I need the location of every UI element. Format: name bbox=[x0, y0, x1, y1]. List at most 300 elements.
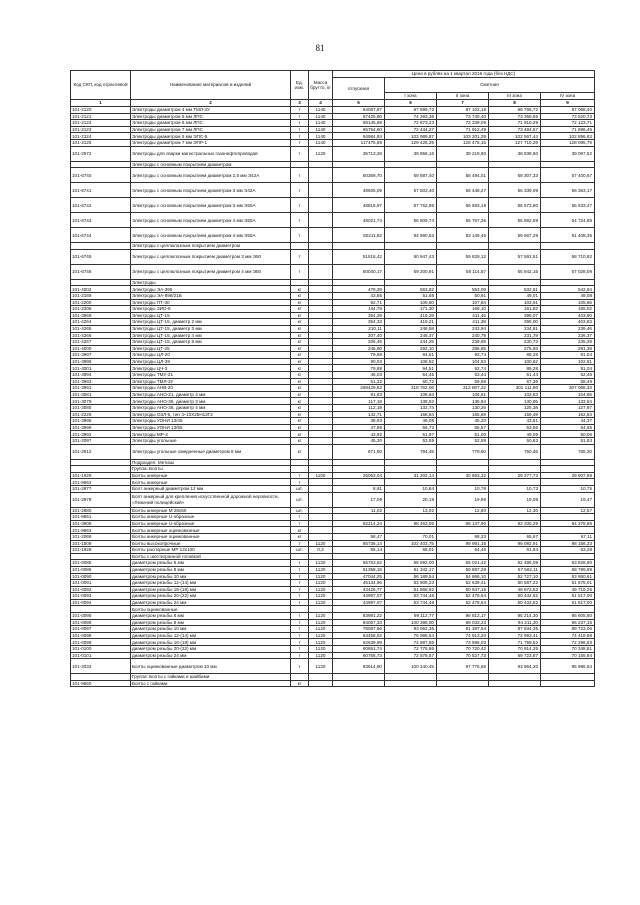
row-name: Электроды МР-3 bbox=[131, 431, 291, 438]
table-row bbox=[71, 411, 595, 418]
row-unit: т bbox=[291, 514, 309, 521]
row-price-release: 43426,77 bbox=[333, 586, 385, 593]
row-name: Болты высокопрочные bbox=[131, 540, 291, 547]
column-number: 5 bbox=[333, 100, 385, 107]
row-price-release: 46,03 bbox=[333, 372, 385, 379]
row-code: 101-0098 bbox=[71, 632, 131, 639]
row-unit: т bbox=[291, 520, 309, 527]
row-price-zone-2: 70 720,42 bbox=[437, 646, 489, 653]
row-price-zone-4: 403,83 bbox=[541, 319, 595, 326]
row-price-zone-3: 750,46 bbox=[489, 444, 541, 459]
row-price-release: 83981,22 bbox=[333, 613, 385, 620]
row-price-zone-3: 92 330,29 bbox=[489, 520, 541, 527]
row-price-zone-3: 57 592,51 bbox=[489, 249, 541, 264]
row-unit: т bbox=[291, 168, 309, 183]
row-price-release: 671,50 bbox=[333, 444, 385, 459]
table-row bbox=[71, 133, 595, 140]
row-price-zone-4: 58 799,89 bbox=[541, 566, 595, 573]
row-price-zone-1: 51,68 bbox=[385, 292, 437, 299]
row-mass bbox=[309, 378, 333, 385]
row-price-release: 45,30 bbox=[333, 438, 385, 445]
row-price-zone-3: 62 486,09 bbox=[489, 560, 541, 567]
row-price-zone-4 bbox=[541, 514, 595, 521]
table-row bbox=[71, 183, 595, 198]
table-row bbox=[71, 168, 595, 183]
row-mass bbox=[309, 228, 333, 243]
row-price-zone-2: 168,10 bbox=[437, 306, 489, 313]
row-price-zone-2: 59,58 bbox=[437, 378, 489, 385]
row-price-zone-3: 56 339,09 bbox=[489, 183, 541, 198]
row-code: 101-2125 bbox=[71, 139, 131, 146]
row-price-zone-1: 106,52 bbox=[385, 358, 437, 365]
row-price-release bbox=[333, 479, 385, 486]
row-price-release: 51,32 bbox=[333, 378, 385, 385]
row-code: 101-2169 bbox=[71, 292, 131, 299]
header-unit: Ед. изм. bbox=[291, 71, 309, 100]
row-price-zone-1: 318 762,06 bbox=[385, 385, 437, 392]
row-price-zone-4: 57 028,09 bbox=[541, 264, 595, 279]
row-unit: кг bbox=[291, 292, 309, 299]
row-unit: кг bbox=[291, 431, 309, 438]
row-price-zone-2: 64,45 bbox=[437, 547, 489, 554]
row-price-zone-1: 74 887,86 bbox=[385, 639, 437, 646]
row-name: Электроды ЦТ-15, диаметр 5 мм bbox=[131, 339, 291, 346]
row-price-zone-1: 56 809,74 bbox=[385, 213, 437, 228]
row-mass: 1120 bbox=[309, 613, 333, 620]
row-price-zone-4: 51 675,01 bbox=[541, 580, 595, 587]
row-price-zone-3: 19,08 bbox=[489, 492, 541, 507]
row-price-zone-2: 54 866,10 bbox=[437, 573, 489, 580]
row-price-zone-4: 52,46 bbox=[541, 372, 595, 379]
row-mass bbox=[309, 312, 333, 319]
row-unit: т bbox=[291, 619, 309, 626]
row-price-zone-1: 61 342,17 bbox=[385, 566, 437, 573]
row-price-zone-1: 66 592,00 bbox=[385, 560, 437, 567]
row-unit: кг bbox=[291, 306, 309, 313]
row-price-zone-2: 128 475,15 bbox=[437, 139, 489, 146]
row-unit: т bbox=[291, 639, 309, 646]
row-name: Электроды ТМЛ-3У bbox=[131, 378, 291, 385]
row-price-release: 117475,89 bbox=[333, 139, 385, 146]
row-price-release: 84057,33 bbox=[333, 619, 385, 626]
table-row bbox=[71, 606, 595, 613]
row-mass bbox=[309, 372, 333, 379]
table-row bbox=[71, 120, 595, 127]
row-code: 101-0085 bbox=[71, 560, 131, 567]
row-name: Группа: Болты bbox=[131, 466, 291, 473]
row-price-zone-1: 72 444,27 bbox=[385, 126, 437, 133]
table-row bbox=[71, 626, 595, 633]
table-row bbox=[71, 312, 595, 319]
row-price-release bbox=[333, 279, 385, 286]
row-price-zone-1: 59 200,91 bbox=[385, 264, 437, 279]
row-name: диаметром резьбы 10 мм bbox=[131, 573, 291, 580]
row-price-zone-3: 70 914,25 bbox=[489, 646, 541, 653]
row-unit: шт. bbox=[291, 507, 309, 514]
table-header bbox=[71, 71, 595, 107]
table-row bbox=[71, 345, 595, 352]
row-code: 101-4002 bbox=[71, 286, 131, 293]
row-price-zone-3: 57,36 bbox=[489, 378, 541, 385]
row-price-zone-2 bbox=[437, 674, 489, 681]
row-code bbox=[71, 606, 131, 613]
row-code: 101-2226 bbox=[71, 411, 131, 418]
row-price-release: 94984,84 bbox=[333, 133, 385, 140]
row-code: 101-2068 bbox=[71, 533, 131, 540]
column-number: 7 bbox=[437, 100, 489, 107]
row-price-zone-3: 73 484,57 bbox=[489, 126, 541, 133]
row-price-zone-2: 52 639,41 bbox=[437, 580, 489, 587]
row-unit: кг bbox=[291, 345, 309, 352]
row-price-zone-3: 72 993,41 bbox=[489, 632, 541, 639]
row-price-zone-3: 130,95 bbox=[489, 398, 541, 405]
row-price-zone-4: 72 123,71 bbox=[541, 120, 595, 127]
row-unit: кг bbox=[291, 438, 309, 445]
header-zone-4: IV зона bbox=[541, 93, 595, 100]
row-price-zone-1: 94 890,83 bbox=[385, 228, 437, 243]
row-name: Подраздел: Метизы bbox=[131, 459, 291, 466]
table-row bbox=[71, 438, 595, 445]
row-price-zone-3 bbox=[489, 479, 541, 486]
row-price-zone-4: 70 348,81 bbox=[541, 646, 595, 653]
row-name: диаметром резьбы 16-(18) мм bbox=[131, 639, 291, 646]
row-name: Болты с гайками bbox=[131, 680, 291, 687]
row-name: диаметром резьбы 6 мм bbox=[131, 560, 291, 567]
row-mass bbox=[309, 424, 333, 431]
row-unit: кг bbox=[291, 680, 309, 687]
row-name: Болты анкерные U-образные bbox=[131, 514, 291, 521]
row-price-zone-3: 100,62 bbox=[489, 358, 541, 365]
row-unit: кг bbox=[291, 352, 309, 359]
row-price-zone-3: 12,30 bbox=[489, 507, 541, 514]
row-unit: т bbox=[291, 560, 309, 567]
table-row bbox=[71, 632, 595, 639]
row-price-release: 47,86 bbox=[333, 424, 385, 431]
row-mass bbox=[309, 444, 333, 459]
row-mass: 1120 bbox=[309, 659, 333, 674]
row-name: Электроды с основным покрытием диаметром 4 мм Э50А bbox=[131, 213, 291, 228]
table-row bbox=[71, 198, 595, 213]
row-code: 101-1929 bbox=[71, 472, 131, 479]
row-price-zone-4: 51 517,00 bbox=[541, 599, 595, 606]
row-code: 101-6743 bbox=[71, 213, 131, 228]
row-mass bbox=[309, 405, 333, 412]
row-price-release: 269429,62 bbox=[333, 385, 385, 392]
row-price-zone-3: 89,28 bbox=[489, 352, 541, 359]
row-price-zone-3: 103,61 bbox=[489, 299, 541, 306]
row-mass bbox=[309, 466, 333, 473]
row-unit: кг bbox=[291, 319, 309, 326]
row-price-zone-4: 10,75 bbox=[541, 485, 595, 492]
row-price-zone-4: 74 419,88 bbox=[541, 632, 595, 639]
row-mass bbox=[309, 161, 333, 168]
row-unit: кг bbox=[291, 424, 309, 431]
row-price-zone-3: 65,67 bbox=[489, 533, 541, 540]
row-price-zone-1: 67 699,73 bbox=[385, 107, 437, 114]
row-unit: т bbox=[291, 213, 309, 228]
row-code: 101-6742 bbox=[71, 198, 131, 213]
header-release: отпускная bbox=[333, 78, 385, 100]
table-row bbox=[71, 580, 595, 587]
row-price-zone-2: 240,79 bbox=[437, 332, 489, 339]
row-name: Электроды bbox=[131, 279, 291, 286]
table-row bbox=[71, 161, 595, 168]
row-name: Болты анкерные U-образные bbox=[131, 520, 291, 527]
row-price-zone-1: 51 868,92 bbox=[385, 586, 437, 593]
row-name: Болты анкерные bbox=[131, 479, 291, 486]
header-name: Наименование материалов и изделий bbox=[131, 71, 291, 100]
row-price-release: 8,91 bbox=[333, 485, 385, 492]
row-price-zone-2: 68,33 bbox=[437, 533, 489, 540]
row-code: 101-2032 bbox=[71, 659, 131, 674]
row-mass: 1140 bbox=[309, 133, 333, 140]
row-price-zone-3: 55 942,16 bbox=[489, 264, 541, 279]
row-price-zone-1: 563,82 bbox=[385, 286, 437, 293]
row-price-zone-1: 39 956,16 bbox=[385, 146, 437, 161]
row-price-release: 43,85 bbox=[333, 292, 385, 299]
row-unit: т bbox=[291, 599, 309, 606]
table-row bbox=[71, 424, 595, 431]
row-price-zone-2: 92,74 bbox=[437, 365, 489, 372]
row-price-release: 55,14 bbox=[333, 547, 385, 554]
row-code: 101-0100 bbox=[71, 646, 131, 653]
row-price-zone-1: 56 189,54 bbox=[385, 573, 437, 580]
row-price-release: 43,92 bbox=[333, 431, 385, 438]
row-price-release: 142,71 bbox=[333, 411, 385, 418]
table-row bbox=[71, 444, 595, 459]
row-code: 101-3998 bbox=[71, 358, 131, 365]
row-price-release: 26053,04 bbox=[333, 472, 385, 479]
row-price-release: 354,39 bbox=[333, 312, 385, 319]
row-name: Электроды ЦТ-15, диаметр 4 мм bbox=[131, 332, 291, 339]
row-price-zone-1: 72 873,23 bbox=[385, 120, 437, 127]
table-row bbox=[71, 279, 595, 286]
row-mass bbox=[309, 292, 333, 299]
row-price-zone-2 bbox=[437, 514, 489, 521]
row-mass: 1120 bbox=[309, 560, 333, 567]
row-mass: 1140 bbox=[309, 126, 333, 133]
row-mass bbox=[309, 183, 333, 198]
table-row bbox=[71, 547, 595, 554]
row-name: Электроды диаметром 7 мм ЭПР-1 bbox=[131, 139, 291, 146]
row-price-release bbox=[333, 459, 385, 466]
row-price-release bbox=[333, 674, 385, 681]
row-price-zone-4 bbox=[541, 674, 595, 681]
table-row bbox=[71, 514, 595, 521]
row-unit: т bbox=[291, 264, 309, 279]
table-row bbox=[71, 398, 595, 405]
row-price-zone-4 bbox=[541, 279, 595, 286]
row-unit: т bbox=[291, 120, 309, 127]
table-row bbox=[71, 674, 595, 681]
table-row bbox=[71, 418, 595, 425]
row-price-zone-3: 125,38 bbox=[489, 405, 541, 412]
row-mass: 1120 bbox=[309, 619, 333, 626]
row-code: 101-2124 bbox=[71, 133, 131, 140]
row-unit: т bbox=[291, 626, 309, 633]
row-code: 101-3869 bbox=[71, 312, 131, 319]
row-mass: 1120 bbox=[309, 586, 333, 593]
row-price-zone-2 bbox=[437, 279, 489, 286]
row-code bbox=[71, 279, 131, 286]
row-price-zone-2: 411,45 bbox=[437, 312, 489, 319]
row-price-zone-1: 98 463,06 bbox=[385, 520, 437, 527]
row-code: 101-2122 bbox=[71, 120, 131, 127]
row-mass: 1120 bbox=[309, 646, 333, 653]
row-name: Электроды ЦТ-15, диаметр 2 мм bbox=[131, 319, 291, 326]
row-price-zone-4: 95 986,54 bbox=[541, 659, 595, 674]
page-number: 81 bbox=[315, 43, 325, 53]
row-code: 101-1928 bbox=[71, 547, 131, 554]
table-row bbox=[71, 472, 595, 479]
table-row bbox=[71, 479, 595, 486]
row-price-zone-1: 10,84 bbox=[385, 485, 437, 492]
row-price-zone-2 bbox=[437, 243, 489, 250]
row-price-zone-3: 301 111,80 bbox=[489, 385, 541, 392]
row-price-release: 62639,99 bbox=[333, 639, 385, 646]
row-price-zone-2: 50,91 bbox=[437, 292, 489, 299]
row-price-release: 47044,25 bbox=[333, 573, 385, 580]
row-price-zone-1: 109,80 bbox=[385, 299, 437, 306]
row-price-release: 79,68 bbox=[333, 352, 385, 359]
row-price-zone-4: 56 363,17 bbox=[541, 183, 595, 198]
row-name: Болт анкерный для крепления искусственной дорожной неровности, «Лежачий полицейский» bbox=[131, 492, 291, 507]
row-name: диаметром резьбы 20-(22) мм bbox=[131, 593, 291, 600]
row-mass bbox=[309, 520, 333, 527]
row-mass bbox=[309, 553, 333, 560]
table-row bbox=[71, 385, 595, 392]
row-mass bbox=[309, 680, 333, 687]
row-price-release: 246,90 bbox=[333, 345, 385, 352]
row-price-zone-4: 105,66 bbox=[541, 299, 595, 306]
table-row bbox=[71, 485, 595, 492]
row-price-zone-2: 411,38 bbox=[437, 319, 489, 326]
row-unit: шт. bbox=[291, 492, 309, 507]
row-price-release: 80211,82 bbox=[333, 228, 385, 243]
row-name: Электроды УОНИ 13/55 bbox=[131, 424, 291, 431]
row-price-zone-1: 138,53 bbox=[385, 398, 437, 405]
row-price-zone-2: 286,65 bbox=[437, 345, 489, 352]
row-price-zone-4: 63 828,80 bbox=[541, 560, 595, 567]
row-price-zone-1: 59 587,40 bbox=[385, 168, 437, 183]
row-price-zone-1: 419,21 bbox=[385, 319, 437, 326]
row-price-zone-2: 96 812,17 bbox=[437, 613, 489, 620]
row-code: 101-3994 bbox=[71, 372, 131, 379]
row-price-zone-1: 20,19 bbox=[385, 492, 437, 507]
table-row bbox=[71, 639, 595, 646]
row-price-zone-2: 30 663,32 bbox=[437, 472, 489, 479]
row-mass bbox=[309, 213, 333, 228]
row-code: 101-9660 bbox=[71, 680, 131, 687]
row-code: 101-4266 bbox=[71, 332, 131, 339]
row-price-zone-1 bbox=[385, 527, 437, 534]
row-unit: кг bbox=[291, 418, 309, 425]
row-unit: т bbox=[291, 593, 309, 600]
row-mass bbox=[309, 306, 333, 313]
row-price-zone-2: 55 767,36 bbox=[437, 213, 489, 228]
table-row bbox=[71, 492, 595, 507]
row-price-zone-2 bbox=[437, 459, 489, 466]
table-row bbox=[71, 553, 595, 560]
row-unit: т bbox=[291, 573, 309, 580]
row-price-zone-1: 60 947,43 bbox=[385, 249, 437, 264]
row-code: 101-9661 bbox=[71, 514, 131, 521]
table-row bbox=[71, 339, 595, 346]
table-row bbox=[71, 228, 595, 243]
row-code: 101-0091 bbox=[71, 580, 131, 587]
row-price-zone-3 bbox=[489, 279, 541, 286]
row-unit: т bbox=[291, 566, 309, 573]
row-code: 101-0090 bbox=[71, 573, 131, 580]
row-name: Электроды ПТ-30 bbox=[131, 299, 291, 306]
row-price-zone-4: 165,02 bbox=[541, 306, 595, 313]
row-price-release: 207,40 bbox=[333, 332, 385, 339]
row-code bbox=[71, 459, 131, 466]
row-price-zone-3 bbox=[489, 680, 541, 687]
row-mass bbox=[309, 249, 333, 264]
row-price-zone-1: 46,08 bbox=[385, 418, 437, 425]
row-price-zone-1: 54,45 bbox=[385, 372, 437, 379]
row-mass: 1120 bbox=[309, 626, 333, 633]
row-price-zone-3: 38 838,60 bbox=[489, 146, 541, 161]
row-unit: кг bbox=[291, 398, 309, 405]
row-price-zone-4: 58 710,82 bbox=[541, 249, 595, 264]
row-price-zone-3: 231,78 bbox=[489, 332, 541, 339]
row-name: Электроды с целлюлозным покрытием диаметром bbox=[131, 243, 291, 250]
table-row bbox=[71, 566, 595, 573]
row-code bbox=[71, 243, 131, 250]
row-price-zone-4: 57 400,67 bbox=[541, 168, 595, 183]
row-name: Болты распорные МР 12х100 bbox=[131, 547, 291, 554]
table-row bbox=[71, 613, 595, 620]
row-price-zone-1 bbox=[385, 466, 437, 473]
row-price-zone-3 bbox=[489, 553, 541, 560]
row-name: Электроды с основным покрытием диаметром 3 мм Э42А bbox=[131, 183, 291, 198]
row-price-zone-4 bbox=[541, 527, 595, 534]
row-price-zone-2: 67 102,18 bbox=[437, 107, 489, 114]
row-name: диаметром резьбы 10 мм bbox=[131, 626, 291, 633]
row-price-zone-2: 98 033,23 bbox=[437, 619, 489, 626]
row-price-zone-3 bbox=[489, 243, 541, 250]
table-row bbox=[71, 431, 595, 438]
row-mass: 1120 bbox=[309, 652, 333, 659]
row-code: 101-2878 bbox=[71, 492, 131, 507]
row-price-zone-3: 532,61 bbox=[489, 286, 541, 293]
row-unit: кг bbox=[291, 385, 309, 392]
row-price-zone-4 bbox=[541, 606, 595, 613]
row-mass: 1120 bbox=[309, 632, 333, 639]
table-row bbox=[71, 378, 595, 385]
row-price-zone-1: 74 283,36 bbox=[385, 113, 437, 120]
row-code: 101-6741 bbox=[71, 183, 131, 198]
row-mass bbox=[309, 264, 333, 279]
row-price-zone-3: 10,73 bbox=[489, 485, 541, 492]
row-code: 101-3079 bbox=[71, 398, 131, 405]
row-price-zone-1: 70,01 bbox=[385, 533, 437, 540]
row-unit: кг bbox=[291, 325, 309, 332]
row-price-zone-3: 95 214,30 bbox=[489, 613, 541, 620]
row-unit: т bbox=[291, 659, 309, 674]
row-name: Электроды с целлюлозным покрытием диаметром 4 мм Э50 bbox=[131, 264, 291, 279]
row-price-zone-4: 29 907,89 bbox=[541, 472, 595, 479]
row-price-zone-2: 58 494,01 bbox=[437, 168, 489, 183]
row-price-zone-2: 59 829,12 bbox=[437, 249, 489, 264]
table-row bbox=[71, 352, 595, 359]
row-mass bbox=[309, 358, 333, 365]
row-price-zone-2: 91 397,54 bbox=[437, 626, 489, 633]
row-price-zone-2: 96 137,90 bbox=[437, 520, 489, 527]
row-price-zone-4: 236,37 bbox=[541, 332, 595, 339]
